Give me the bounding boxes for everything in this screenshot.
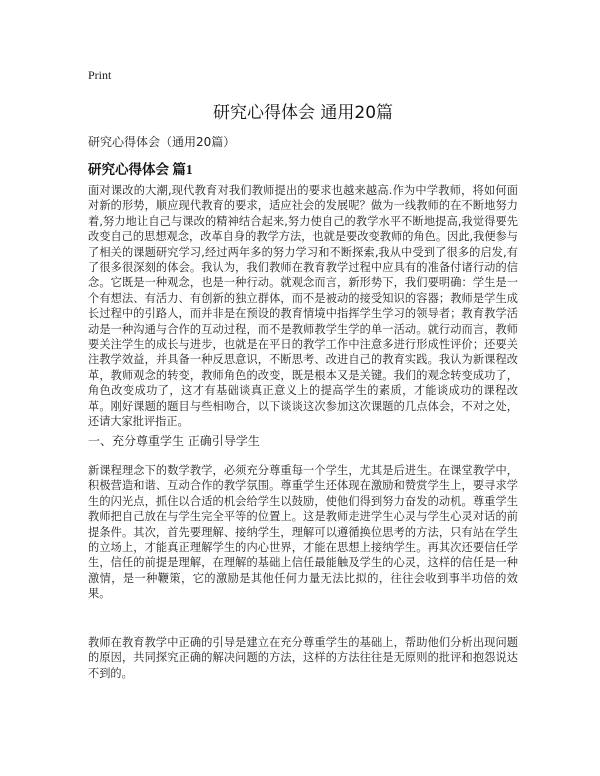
page-title: 研究心得体会 通用20篇 — [212, 103, 394, 123]
section-heading: 研究心得体会 篇1 — [88, 162, 193, 177]
body-paragraph: 教师在教育教学中正确的引导是建立在充分尊重学生的基础上，帮助他们分析出现问题的原因，共同探究正确的解决问题的方法，这样的方法往往是无原则的批评和抱怨说达不到的。 — [88, 636, 518, 680]
print-label[interactable]: Print — [88, 68, 112, 82]
document-subtitle: 研究心得体会（通用20篇） — [88, 135, 236, 149]
subsection-heading: 一、充分尊重学生 正确引导学生 — [88, 434, 260, 448]
body-paragraph: 面对课改的大潮,现代教育对我们教师提出的要求也越来越高.作为中学教师，将如何面对新的形势，顺应现代教育的要求，适应社会的发展呢？做为一线教师的在不断地努力着,努力地让自己与课改的精神结合起来,努力使自己的教学水平不断地提高,我觉得要先改变自己的思想观念，改革自身的教学方法，也就是要改变教师的角色。因此,我便参与了相关的课题研究学习,经过两年多的努力学习和不断探索,我从中受到了很多的启发,有了很多很深刻的体会。我认为，我们教师在教育教学过程中应具有的准备付诸行动的信念。它既是一种观念，也是一种行动。就观念而言，新形势下，我们要明确：学生是一个有想法、有活力、有创新的独立群体，而不是被动的接受知识的容器；教师是学生成长过程中的引路人，而并非是在预设的教育情境中指挥学生学习的领导者；教育教学活动是一种沟通与合作的互动过程，而不是教师教学生学的单一活动。就行动而言，教师要关注学生的成长与进步，也就是在平日的教学工作中注意多进行形成性评价；还要关注教学效益，并具备一种反思意识，不断思考、改进自己的教育实践。我认为新课程改革，教师观念的转变，教师角色的改变，既是根本又是关键。我们的观念转变成功了，角色改变成功了，这才有基础谈真正意义上的提高学生的素质，才能谈成功的课程改革。刚好课题的题目与些相吻合，以下谈谈这次参加这次课题的几点体会，不对之处，还请大家批评指正。 — [88, 184, 518, 429]
body-paragraph: 新课程理念下的数学教学，必须充分尊重每一个学生，尤其是后进生。在课堂教学中，积极营造和谐、互动合作的教学氛围。尊重学生还体现在激励和赞赏学生上，要寻求学生的闪光点，抓住以合适的机会给学生以鼓励，使他们得到努力奋发的动机。尊重学生教师把自己放在与学生完全平等的位置上。这是教师走进学生心灵与学生心灵对话的前提条件。其次，首先要理解、接纳学生，理解可以遵循换位思考的方法，只有站在学生的立场上，才能真正理解学生的内心世界，才能在思想上接纳学生。再其次还要信任学生，信任的前提是理解，在理解的基础上信任最能触及学生的心灵，这样的信任是一种激情，是一种鞭策，它的激励是其他任何力量无法比拟的，往往会收到事半功倍的效果。 — [88, 464, 518, 601]
